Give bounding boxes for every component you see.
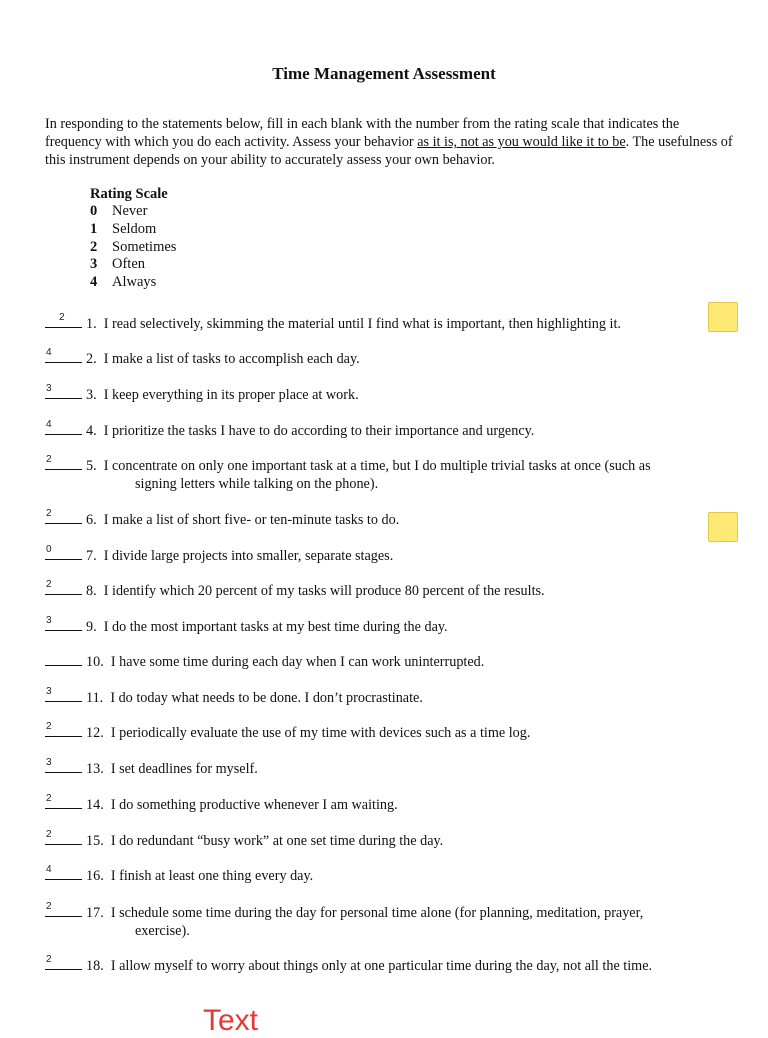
statement-item [45,581,705,600]
statement-item [45,688,705,707]
statement-number: 5. [86,458,97,474]
statement-number: 1. [86,316,97,332]
statement-number: 14. [86,797,104,813]
intro-paragraph [45,115,735,169]
answer-blank[interactable] [45,759,82,773]
statement-text: I make a list of tasks to accomplish each day. [103,351,360,367]
answer-blank[interactable] [45,314,82,328]
text-annotation[interactable]: Text [203,1004,259,1037]
answer-blank[interactable] [45,903,82,917]
rating-label: Sometimes [112,238,177,255]
statement-text: I do something productive whenever I am waiting. [110,797,398,813]
rating-level [90,239,176,257]
answer-blank[interactable] [45,546,82,560]
rating-level [90,256,176,274]
statement-item [45,385,705,404]
answer-blank[interactable] [45,831,82,845]
statement-continuation: exercise). [135,923,190,939]
intro-text-end: . The usefulness of this instrument depends on your ability to accurately assess your own behavior. [45,134,733,168]
answer-value: 3 [46,383,52,394]
answer-value: 4 [46,347,52,358]
statement-item [45,456,705,493]
statement-text: I make a list of short five- or ten-minute tasks to do. [103,512,400,528]
answer-value: 2 [46,508,52,519]
answer-value: 4 [46,419,52,430]
intro-underlined-text: as it is, not as you would like it to be [417,134,626,150]
statement-text: I do redundant “busy work” at one set time during the day. [110,833,444,849]
statement-text: I prioritize the tasks I have to do according to their importance and urgency. [103,423,535,439]
statement-item [45,723,705,742]
statement-item [45,831,705,850]
answer-blank[interactable] [45,795,82,809]
answer-blank[interactable] [45,581,82,595]
statement-number: 12. [86,725,104,741]
answer-blank[interactable] [45,652,82,666]
statement-item [45,510,705,529]
rating-scale-title: Rating Scale [90,186,168,202]
answer-value: 2 [46,579,52,590]
statement-text: I allow myself to worry about things only at one particular time during the day, not all the time. [110,958,653,974]
statement-number: 16. [86,868,104,884]
rating-level [90,274,176,292]
statement-item [45,421,705,440]
rating-label: Never [112,203,148,219]
sticky-note-icon[interactable] [708,302,738,332]
rating-level [90,221,176,239]
statement-number: 6. [86,512,97,528]
rating-value: 1 [90,220,98,237]
answer-value: 2 [59,312,65,323]
rating-level [90,203,176,221]
answer-blank[interactable] [45,617,82,631]
statement-text: I do today what needs to be done. I don’t procrastinate. [110,690,423,706]
statement-item [45,349,705,368]
statement-text: I do the most important tasks at my best time during the day. [103,619,448,635]
statement-item [45,795,705,814]
statement-text: I read selectively, skimming the material until I find what is important, then highlighting it. [103,316,621,332]
answer-blank[interactable] [45,349,82,363]
statement-continuation: signing letters while talking on the phone). [135,476,379,492]
rating-scale [90,185,176,292]
answer-blank[interactable] [45,421,82,435]
statement-item [45,546,705,565]
statement-text: I set deadlines for myself. [110,761,258,777]
statement-number: 8. [86,583,97,599]
rating-value: 0 [90,203,98,219]
statement-text: I identify which 20 percent of my tasks will produce 80 percent of the results. [103,583,545,599]
rating-label: Often [112,256,146,273]
sticky-note-icon[interactable] [708,512,738,542]
answer-blank[interactable] [45,723,82,737]
rating-label: Always [112,274,157,291]
statement-item [45,314,705,333]
statement-item [45,759,705,778]
statement-number: 4. [86,423,97,439]
statement-text: I keep everything in its proper place at work. [103,387,359,403]
statement-number: 13. [86,761,104,777]
answer-blank[interactable] [45,510,82,524]
answer-value: 2 [46,793,52,804]
answer-value: 4 [46,864,52,875]
statement-item [45,866,705,885]
statement-item [45,652,705,671]
statement-text: I schedule some time during the day for personal time alone (for planning, meditation, prayer, [110,905,644,921]
statement-number: 11. [86,690,104,706]
answer-blank[interactable] [45,866,82,880]
answer-value: 3 [46,615,52,626]
answer-value: 2 [46,829,52,840]
statement-text: I concentrate on only one important task at a time, but I do multiple trivial tasks at once (such as [103,458,651,474]
answer-value: 2 [46,721,52,732]
answer-value: 2 [46,901,52,912]
statement-item [45,956,705,975]
answer-blank[interactable] [45,688,82,702]
statement-number: 3. [86,387,97,403]
statement-number: 18. [86,958,104,974]
statement-text: I have some time during each day when I can work uninterrupted. [110,654,485,670]
answer-value: 3 [46,757,52,768]
answer-blank[interactable] [45,385,82,399]
answer-blank[interactable] [45,956,82,970]
statement-number: 2. [86,351,97,367]
statement-number: 17. [86,905,104,921]
statement-text: I finish at least one thing every day. [110,868,314,884]
statement-number: 7. [86,548,97,564]
rating-label: Seldom [112,220,157,237]
answer-value: 3 [46,686,52,697]
answer-value: 2 [46,954,52,965]
rating-value: 3 [90,256,98,273]
statement-number: 10. [86,654,104,670]
answer-value: 0 [46,544,52,555]
statement-number: 9. [86,619,97,635]
statement-item [45,617,705,636]
statement-text: I divide large projects into smaller, separate stages. [103,548,394,564]
statement-number: 15. [86,833,104,849]
answer-value: 2 [46,454,52,465]
intro-text: In responding to the statements below, fill in each blank with the number from the rating scale that indicates the frequency with which you do each activity. Assess your behavior [45,116,680,150]
statement-text: I periodically evaluate the use of my time with devices such as a time log. [110,725,531,741]
statement-item [45,903,705,940]
page-title: Time Management Assessment [272,64,496,83]
rating-value: 2 [90,238,98,255]
rating-value: 4 [90,274,98,291]
answer-blank[interactable] [45,456,82,470]
